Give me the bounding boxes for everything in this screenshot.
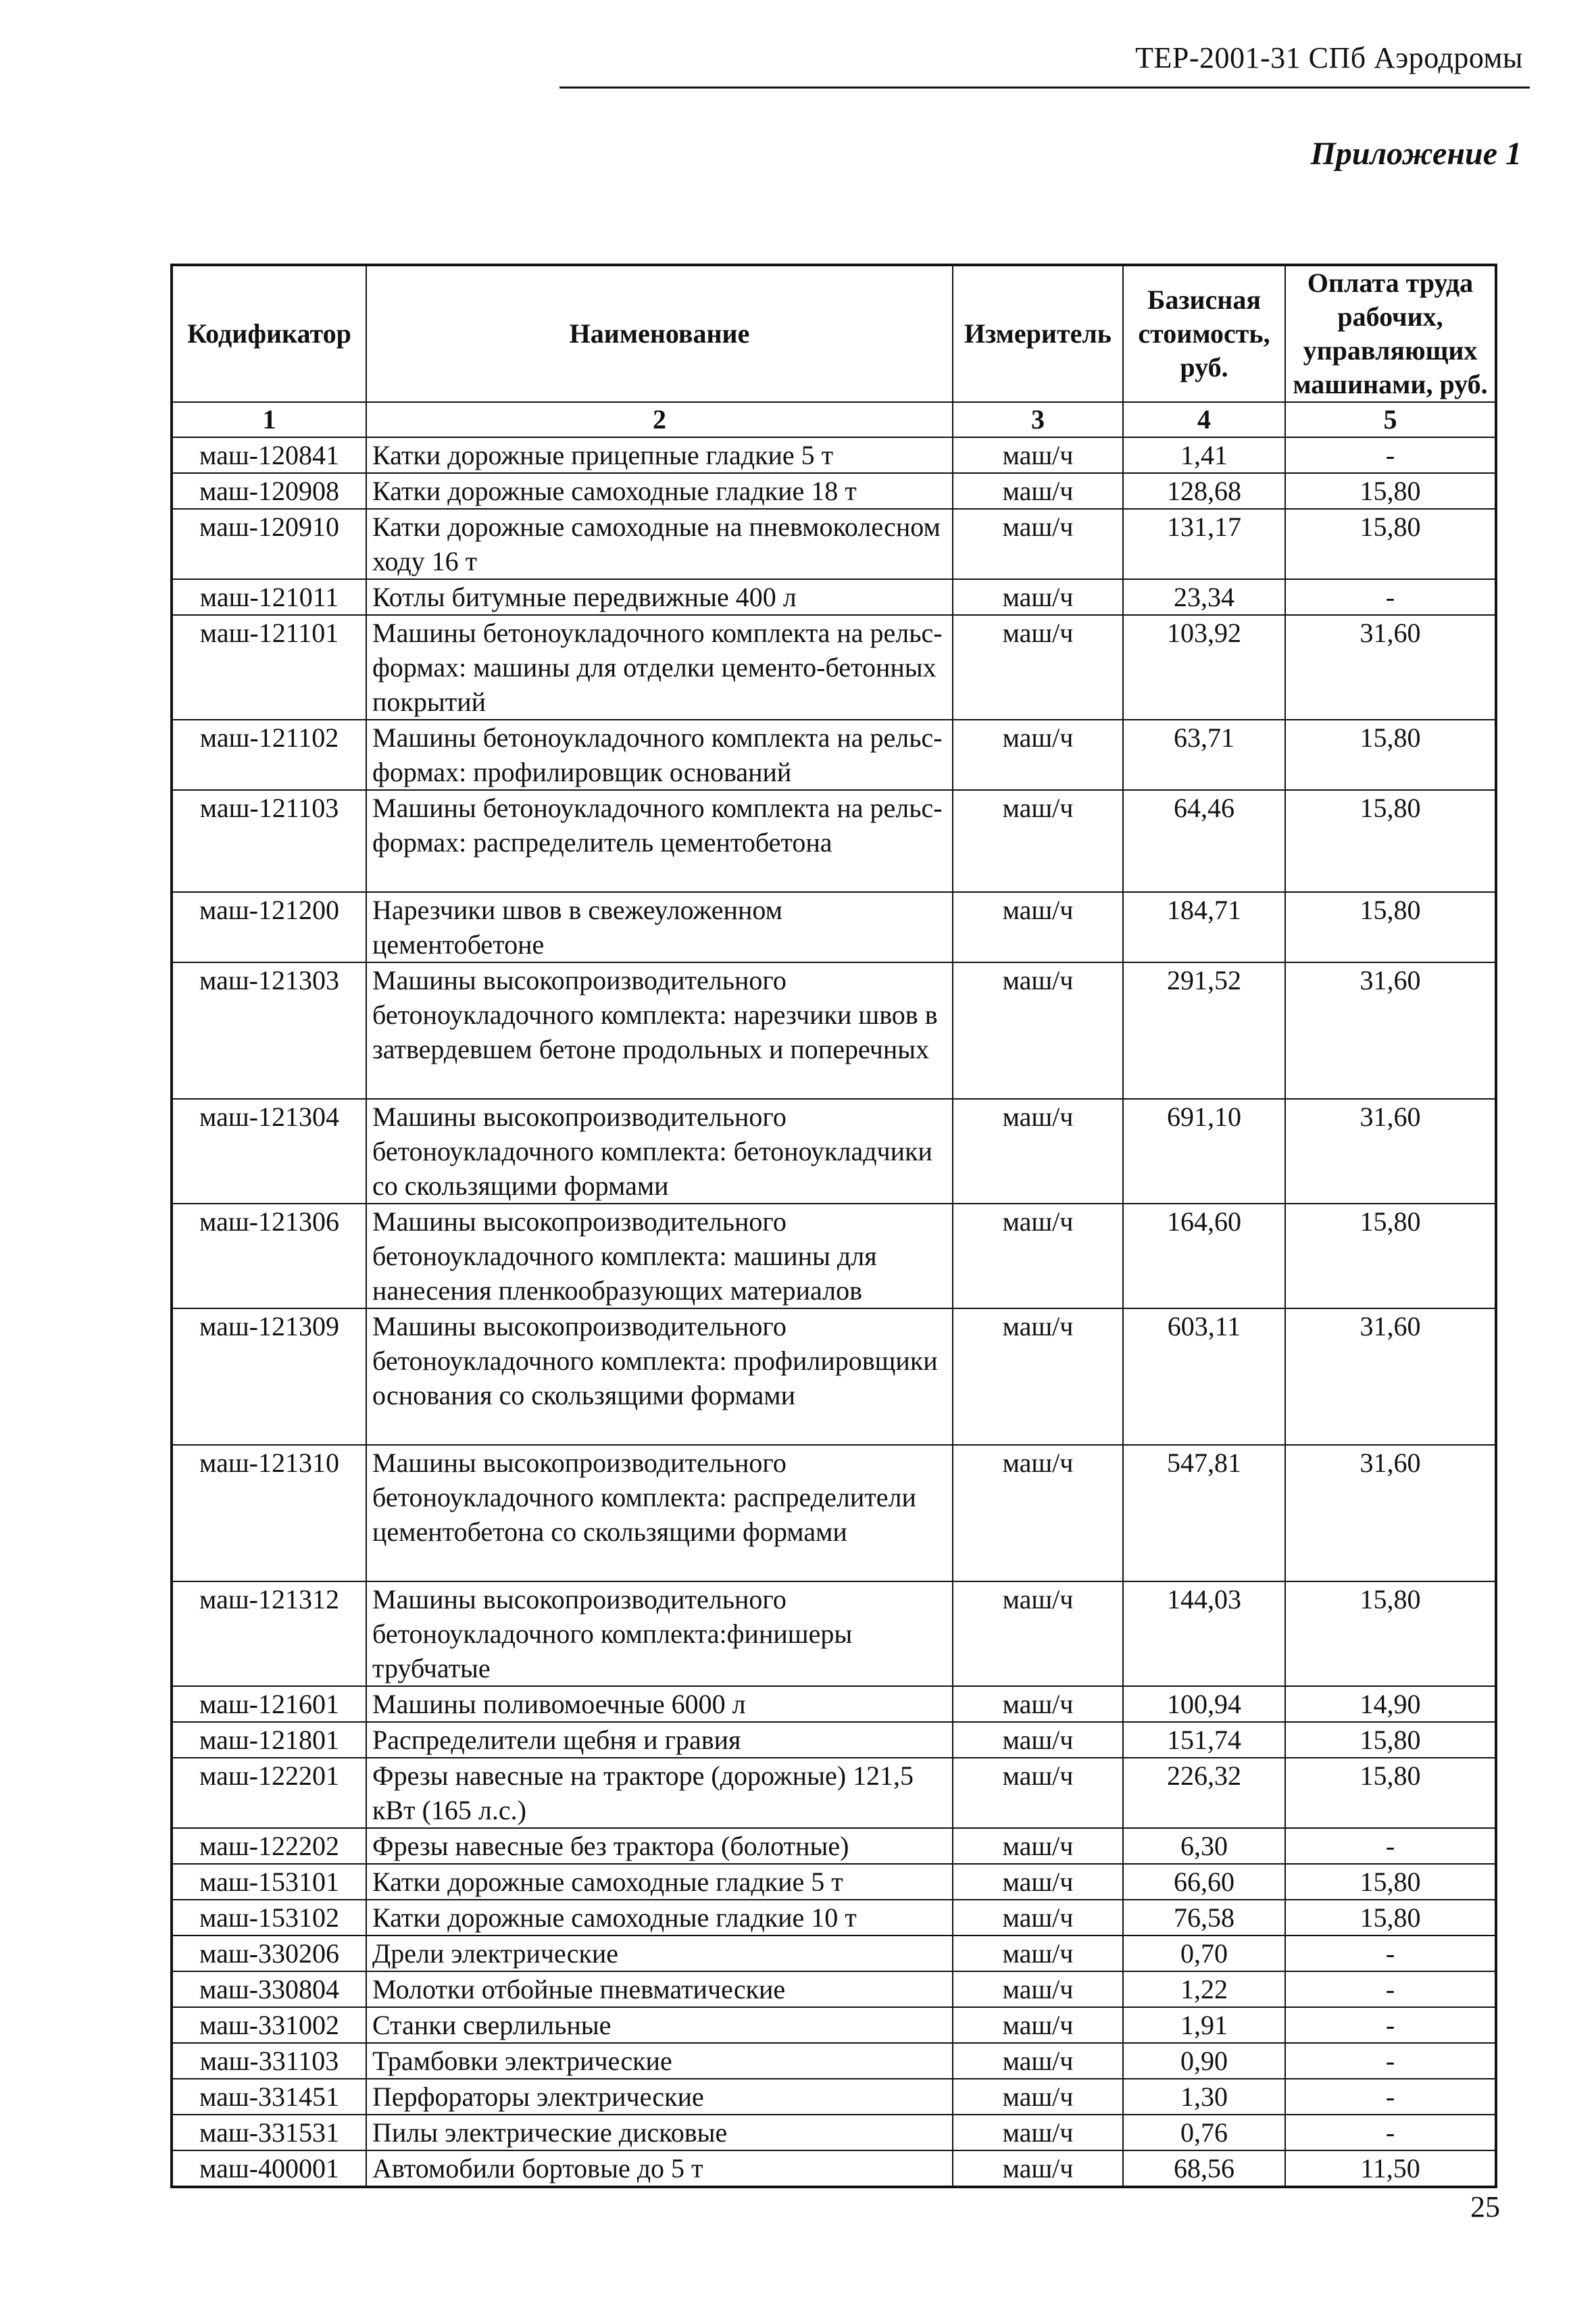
document-title: ТЕР-2001-31 СПб Аэродромы	[1135, 41, 1523, 74]
table-row	[172, 509, 1496, 579]
cost-cell: 0,76	[1123, 2115, 1285, 2150]
unit-cell: маш/ч	[953, 1308, 1123, 1445]
cost-cell: 0,70	[1123, 1936, 1285, 1971]
pay-cell: 15,80	[1285, 473, 1496, 509]
cost-cell: 76,58	[1123, 1900, 1285, 1936]
table-header-row	[172, 265, 1496, 402]
table-row	[172, 2007, 1496, 2043]
table-row	[172, 1686, 1496, 1722]
unit-cell: маш/ч	[953, 579, 1123, 615]
cost-cell: 68,56	[1123, 2150, 1285, 2187]
column-header-name: Наименование	[366, 265, 953, 402]
cost-cell: 100,94	[1123, 1686, 1285, 1722]
unit-cell: маш/ч	[953, 1722, 1123, 1758]
pay-cell: 15,80	[1285, 1722, 1496, 1758]
unit-cell: маш/ч	[953, 1758, 1123, 1828]
unit-cell: маш/ч	[953, 2007, 1123, 2043]
name-cell: Машины высокопроизводительного бетоноукладочного комплекта: бетоноукладчики со скользящими формами	[366, 1099, 953, 1204]
code-cell: маш-122201	[172, 1758, 366, 1828]
pay-cell: -	[1285, 2007, 1496, 2043]
code-cell: маш-121801	[172, 1722, 366, 1758]
column-number: 3	[953, 402, 1123, 437]
pay-cell: 31,60	[1285, 962, 1496, 1099]
name-cell: Дрели электрические	[366, 1936, 953, 1971]
unit-cell: маш/ч	[953, 1686, 1123, 1722]
column-header-code: Кодификатор	[172, 265, 366, 402]
unit-cell: маш/ч	[953, 1936, 1123, 1971]
code-cell: маш-121306	[172, 1204, 366, 1308]
table-row	[172, 437, 1496, 473]
table-row	[172, 1864, 1496, 1900]
code-cell: маш-121310	[172, 1445, 366, 1581]
unit-cell: маш/ч	[953, 473, 1123, 509]
code-cell: маш-121309	[172, 1308, 366, 1445]
cost-cell: 64,46	[1123, 790, 1285, 892]
code-cell: маш-121103	[172, 790, 366, 892]
name-cell: Нарезчики швов в свежеуложенном цементобетоне	[366, 892, 953, 962]
name-cell: Машины высокопроизводительного бетоноукладочного комплекта: профилировщики основания со скользящими формами	[366, 1308, 953, 1445]
pay-cell: 15,80	[1285, 1204, 1496, 1308]
appendix-label: Приложение 1	[1310, 136, 1522, 172]
unit-cell: маш/ч	[953, 2115, 1123, 2150]
cost-cell: 63,71	[1123, 720, 1285, 790]
unit-cell: маш/ч	[953, 1971, 1123, 2007]
cost-cell: 144,03	[1123, 1581, 1285, 1686]
unit-cell: маш/ч	[953, 1445, 1123, 1581]
code-cell: маш-331531	[172, 2115, 366, 2150]
column-number-row	[172, 402, 1496, 437]
table-row	[172, 1099, 1496, 1204]
pay-cell: -	[1285, 1936, 1496, 1971]
code-cell: маш-121011	[172, 579, 366, 615]
pay-cell: 15,80	[1285, 1581, 1496, 1686]
name-cell: Машины высокопроизводительного бетоноукладочного комплекта:финишеры трубчатые	[366, 1581, 953, 1686]
unit-cell: маш/ч	[953, 1828, 1123, 1864]
cost-cell: 6,30	[1123, 1828, 1285, 1864]
unit-cell: маш/ч	[953, 437, 1123, 473]
code-cell: маш-121312	[172, 1581, 366, 1686]
column-number: 2	[366, 402, 953, 437]
column-header-base-cost: Базисная стоимость, руб.	[1123, 265, 1285, 402]
name-cell: Машины высокопроизводительного бетоноукладочного комплекта: распределители цементобетона со скользящими формами	[366, 1445, 953, 1581]
name-cell: Перфораторы электрические	[366, 2079, 953, 2115]
pay-cell: 15,80	[1285, 720, 1496, 790]
unit-cell: маш/ч	[953, 1204, 1123, 1308]
pay-cell: -	[1285, 579, 1496, 615]
table-row	[172, 1828, 1496, 1864]
cost-cell: 131,17	[1123, 509, 1285, 579]
name-cell: Катки дорожные самоходные на пневмоколесном ходу 16 т	[366, 509, 953, 579]
pay-cell: 31,60	[1285, 615, 1496, 720]
table-row	[172, 790, 1496, 892]
table-row	[172, 1758, 1496, 1828]
code-cell: маш-153102	[172, 1900, 366, 1936]
table-body	[172, 437, 1496, 2187]
name-cell: Машины поливомоечные 6000 л	[366, 1686, 953, 1722]
pay-cell: -	[1285, 2079, 1496, 2115]
code-cell: маш-400001	[172, 2150, 366, 2187]
unit-cell: маш/ч	[953, 962, 1123, 1099]
pay-cell: 31,60	[1285, 1445, 1496, 1581]
table-row	[172, 615, 1496, 720]
unit-cell: маш/ч	[953, 1900, 1123, 1936]
code-cell: маш-121101	[172, 615, 366, 720]
name-cell: Машины бетоноукладочного комплекта на рельс-формах: распределитель цементобетона	[366, 790, 953, 892]
header-divider	[559, 87, 1530, 89]
cost-cell: 1,22	[1123, 1971, 1285, 2007]
unit-cell: маш/ч	[953, 1099, 1123, 1204]
name-cell: Катки дорожные самоходные гладкие 5 т	[366, 1864, 953, 1900]
unit-cell: маш/ч	[953, 615, 1123, 720]
code-cell: маш-331002	[172, 2007, 366, 2043]
unit-cell: маш/ч	[953, 2150, 1123, 2187]
column-number: 5	[1285, 402, 1496, 437]
pay-cell: 11,50	[1285, 2150, 1496, 2187]
page-number: 25	[1470, 2190, 1500, 2223]
table-row	[172, 1581, 1496, 1686]
cost-cell: 1,30	[1123, 2079, 1285, 2115]
cost-cell: 103,92	[1123, 615, 1285, 720]
pay-cell: 15,80	[1285, 1864, 1496, 1900]
name-cell: Машины высокопроизводительного бетоноукладочного комплекта: машины для нанесения пленкообразующих материалов	[366, 1204, 953, 1308]
unit-cell: маш/ч	[953, 1581, 1123, 1686]
code-cell: маш-122202	[172, 1828, 366, 1864]
name-cell: Машины бетоноукладочного комплекта на рельс-формах: профилировщик оснований	[366, 720, 953, 790]
code-cell: маш-121200	[172, 892, 366, 962]
name-cell: Трамбовки электрические	[366, 2043, 953, 2079]
pay-cell: 15,80	[1285, 1758, 1496, 1828]
code-cell: маш-121102	[172, 720, 366, 790]
pay-cell: -	[1285, 1828, 1496, 1864]
name-cell: Катки дорожные прицепные гладкие 5 т	[366, 437, 953, 473]
table-row	[172, 579, 1496, 615]
name-cell: Машины бетоноукладочного комплекта на рельс-формах: машины для отделки цементо-бетонных покрытий	[366, 615, 953, 720]
table-row	[172, 1308, 1496, 1445]
pay-cell: -	[1285, 437, 1496, 473]
code-cell: маш-121601	[172, 1686, 366, 1722]
pay-cell: -	[1285, 2115, 1496, 2150]
name-cell: Катки дорожные самоходные гладкие 18 т	[366, 473, 953, 509]
column-header-unit: Измеритель	[953, 265, 1123, 402]
table-row	[172, 2115, 1496, 2150]
table-row	[172, 1936, 1496, 1971]
name-cell: Катки дорожные самоходные гладкие 10 т	[366, 1900, 953, 1936]
code-cell: маш-120841	[172, 437, 366, 473]
name-cell: Фрезы навесные без трактора (болотные)	[366, 1828, 953, 1864]
cost-cell: 603,11	[1123, 1308, 1285, 1445]
unit-cell: маш/ч	[953, 720, 1123, 790]
pay-cell: 15,80	[1285, 790, 1496, 892]
cost-cell: 23,34	[1123, 579, 1285, 615]
code-cell: маш-330206	[172, 1936, 366, 1971]
cost-cell: 164,60	[1123, 1204, 1285, 1308]
name-cell: Машины высокопроизводительного бетоноукладочного комплекта: нарезчики швов в затвердевшем бетоне продольных и поперечных	[366, 962, 953, 1099]
table-row	[172, 1722, 1496, 1758]
cost-cell: 547,81	[1123, 1445, 1285, 1581]
cost-cell: 184,71	[1123, 892, 1285, 962]
table-row	[172, 2043, 1496, 2079]
table-row	[172, 720, 1496, 790]
table-row	[172, 1445, 1496, 1581]
name-cell: Фрезы навесные на тракторе (дорожные) 121,5 кВт (165 л.с.)	[366, 1758, 953, 1828]
pay-cell: -	[1285, 2043, 1496, 2079]
cost-cell: 226,32	[1123, 1758, 1285, 1828]
table-row	[172, 2150, 1496, 2187]
code-cell: маш-331103	[172, 2043, 366, 2079]
cost-cell: 1,41	[1123, 437, 1285, 473]
code-cell: маш-153101	[172, 1864, 366, 1900]
name-cell: Котлы битумные передвижные 400 л	[366, 579, 953, 615]
cost-cell: 1,91	[1123, 2007, 1285, 2043]
code-cell: маш-121303	[172, 962, 366, 1099]
pay-cell: 31,60	[1285, 1308, 1496, 1445]
pay-cell: 15,80	[1285, 892, 1496, 962]
table-row	[172, 962, 1496, 1099]
cost-cell: 0,90	[1123, 2043, 1285, 2079]
cost-cell: 66,60	[1123, 1864, 1285, 1900]
table-row	[172, 892, 1496, 962]
unit-cell: маш/ч	[953, 892, 1123, 962]
name-cell: Молотки отбойные пневматические	[366, 1971, 953, 2007]
cost-cell: 128,68	[1123, 473, 1285, 509]
cost-cell: 291,52	[1123, 962, 1285, 1099]
unit-cell: маш/ч	[953, 509, 1123, 579]
table-row	[172, 473, 1496, 509]
column-number: 4	[1123, 402, 1285, 437]
name-cell: Пилы электрические дисковые	[366, 2115, 953, 2150]
cost-cell: 691,10	[1123, 1099, 1285, 1204]
code-cell: маш-121304	[172, 1099, 366, 1204]
unit-cell: маш/ч	[953, 2079, 1123, 2115]
unit-cell: маш/ч	[953, 1864, 1123, 1900]
pay-cell: 14,90	[1285, 1686, 1496, 1722]
cost-cell: 151,74	[1123, 1722, 1285, 1758]
name-cell: Станки сверлильные	[366, 2007, 953, 2043]
machines-price-table	[170, 264, 1497, 2188]
pay-cell: 15,80	[1285, 509, 1496, 579]
name-cell: Распределители щебня и гравия	[366, 1722, 953, 1758]
unit-cell: маш/ч	[953, 2043, 1123, 2079]
unit-cell: маш/ч	[953, 790, 1123, 892]
column-number: 1	[172, 402, 366, 437]
table-row	[172, 1971, 1496, 2007]
pay-cell: -	[1285, 1971, 1496, 2007]
code-cell: маш-120908	[172, 473, 366, 509]
column-header-operator-pay: Оплата труда рабочих, управляющих машинами, руб.	[1285, 265, 1496, 402]
code-cell: маш-120910	[172, 509, 366, 579]
pay-cell: 31,60	[1285, 1099, 1496, 1204]
name-cell: Автомобили бортовые до 5 т	[366, 2150, 953, 2187]
code-cell: маш-330804	[172, 1971, 366, 2007]
table-row	[172, 1900, 1496, 1936]
table-row	[172, 2079, 1496, 2115]
table-row	[172, 1204, 1496, 1308]
code-cell: маш-331451	[172, 2079, 366, 2115]
pay-cell: 15,80	[1285, 1900, 1496, 1936]
